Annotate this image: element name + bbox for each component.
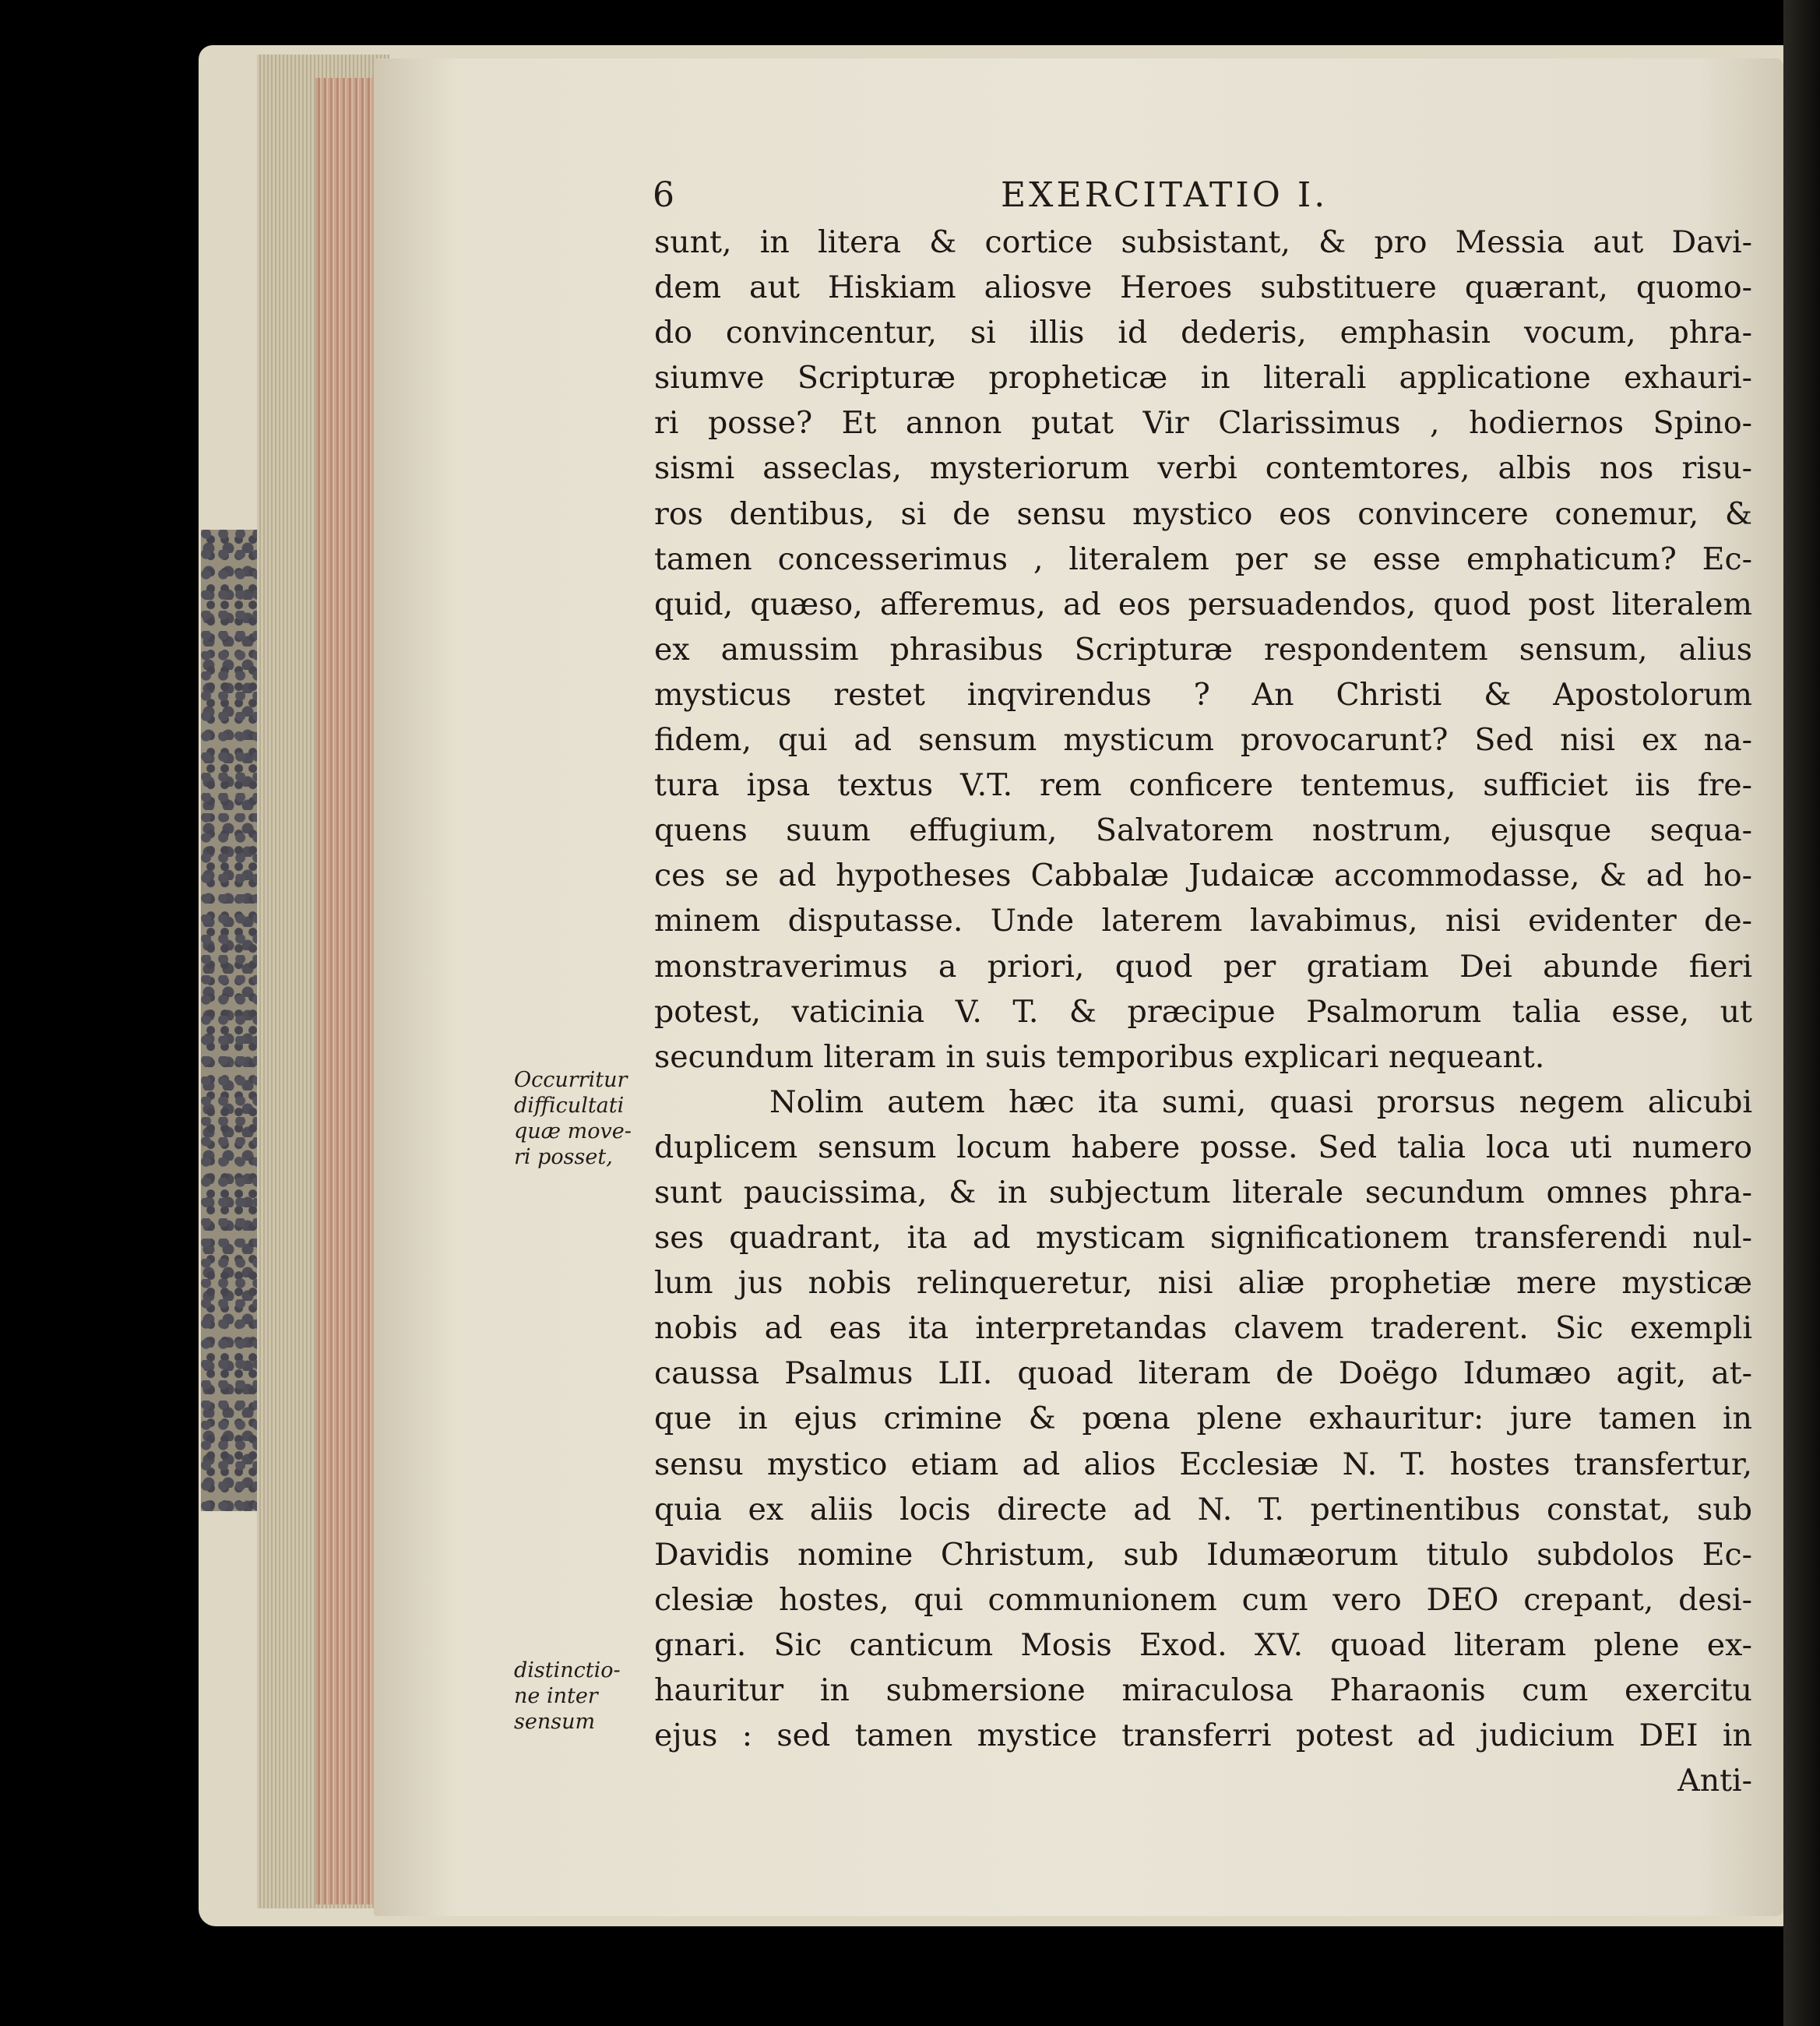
margin-note-line: Occurritur [514,1068,628,1092]
text-line: mysticus restet inqvirendus ? An Christi & Apostolorum [654,676,1752,713]
text-line: duplicem sensum locum habere posse. Sed talia loca uti numero [654,1129,1752,1165]
margin-note-line: ne inter [514,1684,598,1708]
running-title: EXERCITATIO I. [1001,175,1329,215]
text-line: minem disputasse. Unde laterem lavabimus, nisi evidenter de- [654,903,1752,939]
facing-page-shadow [1783,0,1820,2026]
text-line: do convincentur, si illis id dederis, emphasin vocum, phra- [654,315,1752,351]
text-line: ces se ad hypotheses Cabbalæ Judaicæ accommodasse, & ad ho- [654,858,1752,894]
text-line: quens suum effugium, Salvatorem nostrum, ejusque sequa- [654,812,1752,849]
text-line: quid, quæso, afferemus, ad eos persuadendos, quod post literalem [654,586,1752,622]
text-line: tamen concesserimus , literalem per se esse emphaticum? Ec- [654,541,1752,577]
text-line: que in ejus crimine & pœna plene exhauritur: jure tamen in [654,1401,1752,1437]
text-line: monstraverimus a priori, quod per gratiam Dei abunde fieri [654,948,1752,985]
text-line: caussa Psalmus LII. quoad literam de Doëgo Idumæo agit, at- [654,1355,1752,1392]
text-line: nobis ad eas ita interpretandas clavem traderent. Sic exempli [654,1310,1752,1347]
text-line: ri posse? Et annon putat Vir Clarissimus , hodiernos Spino- [654,405,1752,442]
text-line: gnari. Sic canticum Mosis Exod. XV. quoad literam plene ex- [654,1626,1752,1663]
text-line: clesiæ hostes, qui communionem cum vero DEO crepant, desi- [654,1581,1752,1618]
text-line: ex amussim phrasibus Scripturæ respondentem sensum, alius [654,631,1752,668]
body-text [654,220,1752,1803]
text-line: sismi asseclas, mysteriorum verbi contemtores, albis nos risu- [654,450,1752,487]
catchword: Anti- [1677,1763,1752,1799]
text-line: Davidis nomine Christum, sub Idumæorum titulo subdolos Ec- [654,1536,1752,1573]
text-line: quia ex aliis locis directe ad N. T. pertinentibus constat, sub [654,1491,1752,1527]
text-line: sensu mystico etiam ad alios Ecclesiæ N. T. hostes transfertur, [654,1446,1752,1482]
text-line: potest, vaticinia V. T. & præcipue Psalmorum talia esse, ut [654,993,1752,1030]
text-line: tura ipsa textus V.T. rem conficere tentemus, sufficiet iis fre- [654,767,1752,804]
margin-note-line: difficultati [514,1094,625,1118]
text-line: ses quadrant, ita ad mysticam significationem transferendi nul- [654,1220,1752,1256]
text-line: lum jus nobis relinqueretur, nisi aliæ prophetiæ mere mysticæ [654,1265,1752,1302]
text-line: secundum literam in suis temporibus explicari nequeant. [654,1038,1545,1075]
margin-note [514,1658,646,1735]
margin-note [514,1067,646,1170]
text-line: sunt, in litera & cortice subsistant, & pro Messia aut Davi- [654,224,1752,260]
text-line: siumve Scripturæ propheticæ in literali applicatione exhauri- [654,360,1752,396]
text-line: hauritur in submersione miraculosa Pharaonis cum exercitu [654,1672,1752,1708]
margin-note-line: ri posset, [514,1145,613,1169]
margin-note-line: distinctio- [514,1658,621,1682]
text-line: fidem, qui ad sensum mysticum provocarunt? Sed nisi ex na- [654,722,1752,759]
margin-note-line: sensum [514,1710,596,1734]
text-line: Nolim autem hæc ita sumi, quasi prorsus negem alicubi [769,1083,1752,1120]
text-line: ros dentibus, si de sensu mystico eos convincere conemur, & [654,495,1752,532]
page-number: 6 [653,175,678,215]
text-line: ejus : sed tamen mystice transferri potest ad judicium DEI in [654,1718,1752,1754]
margin-note-line: quæ move- [514,1119,632,1143]
text-line: sunt paucissima, & in subjectum literale secundum omnes phra- [654,1174,1752,1210]
text-line: dem aut Hiskiam aliosve Heroes substituere quærant, quomo- [654,270,1752,306]
